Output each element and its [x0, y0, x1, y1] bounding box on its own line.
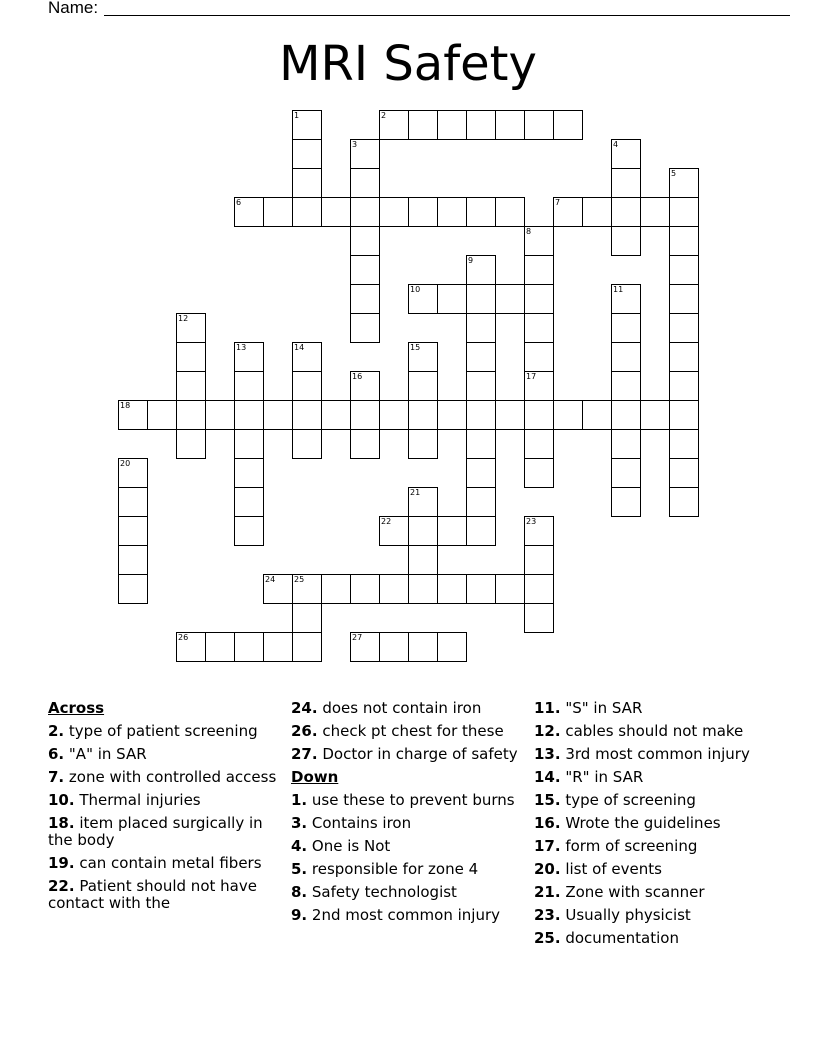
crossword-cell[interactable] [466, 574, 496, 604]
crossword-cell[interactable] [524, 255, 554, 285]
crossword-cell[interactable] [379, 516, 409, 546]
name-label: Name: [48, 0, 99, 17]
crossword-cell[interactable] [466, 516, 496, 546]
clue-text: form of screening [560, 837, 698, 855]
cell-number: 1 [294, 111, 300, 120]
clue-across [48, 723, 288, 740]
crossword-cell[interactable] [669, 400, 699, 430]
clue-text: cables should not make [560, 722, 744, 740]
cell-number: 9 [468, 256, 474, 265]
crossword-cell[interactable] [234, 429, 264, 459]
crossword-cell[interactable] [292, 371, 322, 401]
clue-number: 26. [291, 722, 318, 740]
clue-number: 18. [48, 814, 75, 832]
clue-text: One is Not [307, 837, 391, 855]
clue-text: type of patient screening [64, 722, 258, 740]
clue-down [534, 930, 774, 947]
crossword-cell[interactable] [408, 197, 438, 227]
crossword-cell[interactable] [234, 487, 264, 517]
clue-text: zone with controlled access [64, 768, 277, 786]
crossword-cell[interactable] [408, 487, 438, 517]
crossword-cell[interactable] [669, 342, 699, 372]
crossword-cell[interactable] [495, 197, 525, 227]
crossword-cell[interactable] [205, 632, 235, 662]
crossword-cell[interactable] [466, 400, 496, 430]
crossword-cell[interactable] [118, 516, 148, 546]
clue-down [534, 723, 774, 740]
clue-text: Wrote the guidelines [560, 814, 721, 832]
clue-number: 7. [48, 768, 65, 786]
crossword-cell[interactable] [234, 632, 264, 662]
cell-number: 27 [352, 633, 363, 642]
cell-number: 25 [294, 575, 305, 584]
crossword-cell[interactable] [466, 255, 496, 285]
clue-down [534, 700, 774, 717]
crossword-cell[interactable] [640, 197, 670, 227]
clue-across [48, 855, 288, 872]
crossword-cell[interactable] [118, 400, 148, 430]
crossword-cell[interactable] [350, 574, 380, 604]
crossword-cell[interactable] [350, 371, 380, 401]
clue-across [48, 792, 288, 809]
crossword-cell[interactable] [611, 371, 641, 401]
cell-number: 15 [410, 343, 421, 352]
crossword-cell[interactable] [611, 313, 641, 343]
crossword-cell[interactable] [118, 545, 148, 575]
clue-number: 17. [534, 837, 561, 855]
clue-number: 3. [291, 814, 308, 832]
clue-down [291, 815, 531, 832]
clue-text: "S" in SAR [560, 699, 643, 717]
crossword-cell[interactable] [350, 632, 380, 662]
clue-number: 24. [291, 699, 318, 717]
crossword-cell[interactable] [524, 226, 554, 256]
clue-text: "R" in SAR [560, 768, 644, 786]
crossword-cell[interactable] [176, 342, 206, 372]
crossword-cell[interactable] [437, 516, 467, 546]
cell-number: 26 [178, 633, 189, 642]
clue-text: responsible for zone 4 [307, 860, 479, 878]
crossword-cell[interactable] [524, 516, 554, 546]
crossword-cell[interactable] [408, 545, 438, 575]
clue-down [534, 884, 774, 901]
clue-number: 13. [534, 745, 561, 763]
clue-across [291, 700, 531, 717]
crossword-cell[interactable] [669, 458, 699, 488]
crossword-cell[interactable] [466, 429, 496, 459]
crossword-cell[interactable] [234, 197, 264, 227]
crossword-cell[interactable] [582, 197, 612, 227]
clue-text: item placed surgically in the body [48, 814, 263, 849]
crossword-cell[interactable] [437, 110, 467, 140]
crossword-cell[interactable] [350, 226, 380, 256]
clue-text: does not contain iron [317, 699, 482, 717]
clue-number: 8. [291, 883, 308, 901]
cell-number: 14 [294, 343, 305, 352]
crossword-cell[interactable] [611, 400, 641, 430]
clue-across [48, 769, 288, 786]
clue-column-3 [534, 700, 774, 953]
crossword-cell[interactable] [524, 342, 554, 372]
crossword-cell[interactable] [118, 487, 148, 517]
clue-number: 4. [291, 837, 308, 855]
clue-number: 27. [291, 745, 318, 763]
clue-text: documentation [560, 929, 679, 947]
cell-number: 4 [613, 140, 619, 149]
crossword-cell[interactable] [669, 284, 699, 314]
clue-down [291, 861, 531, 878]
clue-text: type of screening [560, 791, 696, 809]
crossword-cell[interactable] [495, 284, 525, 314]
crossword-cell[interactable] [640, 400, 670, 430]
clue-number: 15. [534, 791, 561, 809]
clue-number: 5. [291, 860, 308, 878]
crossword-cell[interactable] [582, 400, 612, 430]
cell-number: 21 [410, 488, 421, 497]
crossword-cell[interactable] [408, 342, 438, 372]
clue-down [534, 907, 774, 924]
crossword-cell[interactable] [437, 284, 467, 314]
crossword-cell[interactable] [524, 313, 554, 343]
crossword-cell[interactable] [292, 400, 322, 430]
crossword-cell[interactable] [611, 168, 641, 198]
crossword-cell[interactable] [611, 139, 641, 169]
clue-across [291, 746, 531, 763]
crossword-cell[interactable] [350, 255, 380, 285]
crossword-cell[interactable] [611, 226, 641, 256]
crossword-cell[interactable] [379, 197, 409, 227]
crossword-cell[interactable] [408, 371, 438, 401]
clue-down [291, 884, 531, 901]
crossword-cell[interactable] [234, 342, 264, 372]
crossword-cell[interactable] [350, 313, 380, 343]
cell-number: 22 [381, 517, 392, 526]
clue-text: can contain metal fibers [74, 854, 262, 872]
clue-down [291, 907, 531, 924]
crossword-cell[interactable] [524, 458, 554, 488]
crossword-cell[interactable] [611, 458, 641, 488]
clue-down [534, 838, 774, 855]
clue-number: 19. [48, 854, 75, 872]
clue-number: 21. [534, 883, 561, 901]
crossword-cell[interactable] [524, 574, 554, 604]
clue-number: 2. [48, 722, 65, 740]
clue-down [534, 815, 774, 832]
crossword-cell[interactable] [292, 574, 322, 604]
crossword-cell[interactable] [118, 458, 148, 488]
crossword-cell[interactable] [669, 226, 699, 256]
crossword-cell[interactable] [495, 110, 525, 140]
crossword-cell[interactable] [292, 139, 322, 169]
crossword-cell[interactable] [176, 429, 206, 459]
clue-down [534, 746, 774, 763]
crossword-cell[interactable] [524, 284, 554, 314]
crossword-cell[interactable] [466, 284, 496, 314]
crossword-cell[interactable] [524, 429, 554, 459]
clue-number: 1. [291, 791, 308, 809]
crossword-cell[interactable] [321, 574, 351, 604]
cell-number: 12 [178, 314, 189, 323]
crossword-cell[interactable] [524, 603, 554, 633]
crossword-cell[interactable] [234, 400, 264, 430]
crossword-cell[interactable] [437, 574, 467, 604]
crossword-cell[interactable] [524, 110, 554, 140]
crossword-cell[interactable] [292, 342, 322, 372]
crossword-cell[interactable] [176, 313, 206, 343]
clue-number: 11. [534, 699, 561, 717]
clue-down [534, 792, 774, 809]
crossword-cell[interactable] [263, 400, 293, 430]
crossword-cell[interactable] [669, 168, 699, 198]
crossword-cell[interactable] [350, 139, 380, 169]
crossword-cell[interactable] [263, 632, 293, 662]
clue-text: Zone with scanner [560, 883, 705, 901]
crossword-cell[interactable] [466, 458, 496, 488]
crossword-cell[interactable] [669, 255, 699, 285]
crossword-cell[interactable] [147, 400, 177, 430]
crossword-cell[interactable] [611, 429, 641, 459]
crossword-cell[interactable] [466, 371, 496, 401]
crossword-cell[interactable] [379, 110, 409, 140]
crossword-cell[interactable] [292, 429, 322, 459]
crossword-cell[interactable] [669, 487, 699, 517]
cell-number: 2 [381, 111, 387, 120]
crossword-cell[interactable] [437, 400, 467, 430]
clue-across [48, 815, 288, 849]
clue-number: 22. [48, 877, 75, 895]
crossword-cell[interactable] [263, 574, 293, 604]
clue-number: 23. [534, 906, 561, 924]
cell-number: 8 [526, 227, 532, 236]
clue-text: list of events [560, 860, 662, 878]
clue-down [534, 861, 774, 878]
clue-across [291, 723, 531, 740]
crossword-cell[interactable] [379, 632, 409, 662]
crossword-cell[interactable] [292, 632, 322, 662]
crossword-cell[interactable] [553, 110, 583, 140]
crossword-cell[interactable] [350, 284, 380, 314]
crossword-cell[interactable] [292, 603, 322, 633]
crossword-cell[interactable] [524, 545, 554, 575]
crossword-cell[interactable] [437, 632, 467, 662]
crossword-cell[interactable] [466, 342, 496, 372]
clue-text: 3rd most common injury [560, 745, 750, 763]
crossword-cell[interactable] [408, 284, 438, 314]
crossword-cell[interactable] [611, 342, 641, 372]
down-heading: Down [291, 768, 339, 786]
crossword-cell[interactable] [495, 574, 525, 604]
cell-number: 5 [671, 169, 677, 178]
crossword-cell[interactable] [350, 168, 380, 198]
crossword-cell[interactable] [466, 313, 496, 343]
cell-number: 10 [410, 285, 421, 294]
crossword-cell[interactable] [234, 458, 264, 488]
across-heading: Across [48, 699, 105, 717]
clue-text: Doctor in charge of safety [317, 745, 518, 763]
crossword-cell[interactable] [466, 197, 496, 227]
clue-number: 6. [48, 745, 65, 763]
crossword-cell[interactable] [408, 574, 438, 604]
clue-number: 20. [534, 860, 561, 878]
crossword-cell[interactable] [408, 110, 438, 140]
cell-number: 11 [613, 285, 624, 294]
clue-across [48, 746, 288, 763]
cell-number: 3 [352, 140, 358, 149]
crossword-cell[interactable] [495, 400, 525, 430]
cell-number: 7 [555, 198, 561, 207]
crossword-cell[interactable] [118, 574, 148, 604]
cell-number: 20 [120, 459, 131, 468]
crossword-cell[interactable] [176, 371, 206, 401]
clue-text: Patient should not have contact with the [48, 877, 257, 912]
clue-down [291, 838, 531, 855]
clue-number: 12. [534, 722, 561, 740]
crossword-cell[interactable] [263, 197, 293, 227]
crossword-cell[interactable] [379, 400, 409, 430]
clue-down [291, 792, 531, 809]
crossword-cell[interactable] [408, 400, 438, 430]
crossword-cell[interactable] [292, 197, 322, 227]
clue-number: 9. [291, 906, 308, 924]
crossword-cell[interactable] [466, 487, 496, 517]
crossword-cell[interactable] [611, 487, 641, 517]
crossword-cell[interactable] [350, 429, 380, 459]
crossword-cell[interactable] [234, 516, 264, 546]
crossword-cell[interactable] [292, 110, 322, 140]
crossword-cell[interactable] [350, 400, 380, 430]
crossword-cell[interactable] [524, 400, 554, 430]
crossword-cell[interactable] [611, 284, 641, 314]
cell-number: 16 [352, 372, 363, 381]
clue-number: 14. [534, 768, 561, 786]
clue-text: "A" in SAR [64, 745, 147, 763]
cell-number: 6 [236, 198, 242, 207]
crossword-cell[interactable] [408, 429, 438, 459]
clue-text: Safety technologist [307, 883, 457, 901]
cell-number: 23 [526, 517, 537, 526]
crossword-cell[interactable] [669, 197, 699, 227]
crossword-cell[interactable] [350, 197, 380, 227]
clue-column-1 [48, 700, 288, 918]
crossword-cell[interactable] [234, 371, 264, 401]
clue-number: 16. [534, 814, 561, 832]
crossword-cell[interactable] [292, 168, 322, 198]
crossword-cell[interactable] [408, 632, 438, 662]
clue-text: use these to prevent burns [307, 791, 515, 809]
crossword-cell[interactable] [669, 371, 699, 401]
cell-number: 17 [526, 372, 537, 381]
clue-text: Thermal injuries [74, 791, 201, 809]
clue-column-2 [291, 700, 531, 930]
cell-number: 13 [236, 343, 247, 352]
crossword-cell[interactable] [437, 197, 467, 227]
crossword-cell[interactable] [669, 313, 699, 343]
crossword-cell[interactable] [176, 632, 206, 662]
clue-text: Contains iron [307, 814, 412, 832]
clue-text: check pt chest for these [317, 722, 504, 740]
cell-number: 18 [120, 401, 131, 410]
clue-number: 25. [534, 929, 561, 947]
crossword-cell[interactable] [553, 400, 583, 430]
crossword-cell[interactable] [379, 574, 409, 604]
crossword-cell[interactable] [205, 400, 235, 430]
crossword-cell[interactable] [408, 516, 438, 546]
clue-text: Usually physicist [560, 906, 691, 924]
crossword-cell[interactable] [524, 371, 554, 401]
clue-down [534, 769, 774, 786]
clue-number: 10. [48, 791, 75, 809]
crossword-cell[interactable] [553, 197, 583, 227]
crossword-cell[interactable] [321, 197, 351, 227]
crossword-cell[interactable] [176, 400, 206, 430]
cell-number: 24 [265, 575, 276, 584]
clue-across [48, 878, 288, 912]
clue-text: 2nd most common injury [307, 906, 500, 924]
crossword-cell[interactable] [321, 400, 351, 430]
crossword-cell[interactable] [466, 110, 496, 140]
crossword-cell[interactable] [611, 197, 641, 227]
crossword-cell[interactable] [669, 429, 699, 459]
page-title: MRI Safety [279, 36, 537, 92]
